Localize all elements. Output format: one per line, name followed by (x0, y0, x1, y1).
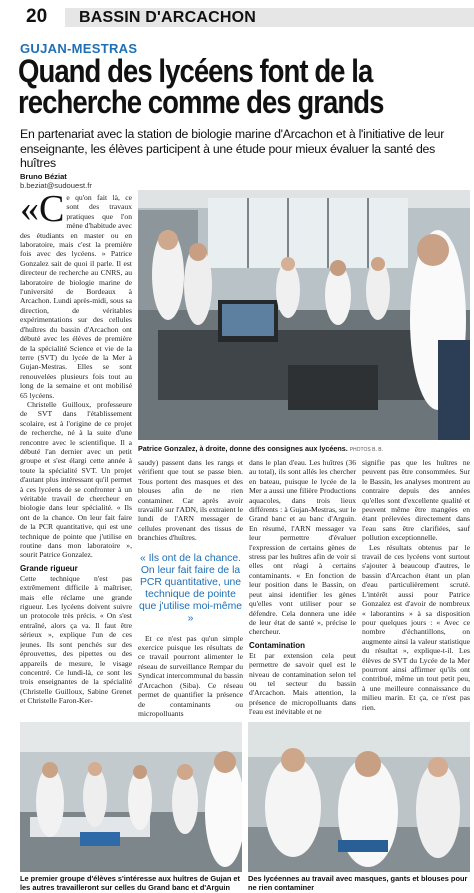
col4-paragraph-1: signifie pas que les huîtres ne peuvent pas être consommées. Sur le Bassin, les analyses montrent au contraire depuis des années qu'elles sont d'excellente qualité et peuvent même être mangées en étant prélevées directement dans l'eau sans être clarifiées, sauf pollution exceptionnelle. (362, 458, 470, 543)
col2-paragraph-2: Et ce n'est pas qu'un simple exercice puisque les résultats de ce travail pourront alimenter le réseau de surveillance Rempar du Syndicat intercommunal du bassin d'Arcachon (Siba). Ce réseau permet de quantifier la présence de contaminants ou micropolluants (138, 633, 243, 718)
drop-cap: «C (20, 193, 65, 230)
column-3 (249, 458, 356, 720)
col3-paragraph-1: dans le plan d'eau. Les huîtres (36 au total), ils sont allés les chercher en bateau, puisque le lycée de la Mer a aussi une filière Productions aquacoles, dans trois lieux différents : à Gujan-Mestras, sur le Grand banc et au banc d'Arguin. En résumé, l'ARN messager va leur permettre d'évaluer l'expression de certains gènes de stress par les huîtres afin de voir si elles ont réagi à certains contaminants. « En fonction de leur position dans le Bassin, on peut ainsi identifier les gènes qu'elles vont utiliser pour se défendre. Cela donnera une idée de leur état de santé », précise le chercheur. (249, 458, 356, 637)
column-4 (362, 458, 470, 720)
col1-paragraph-3: Cette technique n'est pas extrêmement difficile à maîtriser, mais elle réclame une grande rigueur. Les lycéens doivent suivre un protocole très précis. « On s'est entraîné, alors ça va. Il faut être sérieux », explique l'un de ces jeunes. Ils sont penchés sur des éprouvettes, des pipettes ou des appareils de mesure, le visage concentré. Ce lundi-là, ce sont les trois enseignantes de la spécialité (Christelle Guilloux, Sabine Grenet et Christelle Faron-Ker- (20, 573, 132, 706)
headline-line-2: recherche comme des grands (18, 84, 384, 120)
bottom-right-caption: Des lycéennes au travail avec masques, gants et blouses pour ne rien contaminer (248, 874, 468, 892)
bottom-right-photo (248, 722, 470, 872)
students-lab-image (20, 722, 242, 872)
main-photo (138, 190, 470, 440)
main-caption-text: Patrice Gonzalez, à droite, donne des consignes aux lycéens. (138, 444, 348, 453)
headline (18, 53, 407, 120)
photo-credit: PHOTOS B. B. (349, 447, 383, 453)
page-header (26, 6, 474, 28)
page-number: 20 (26, 6, 48, 27)
headline-line-1: Quand des lycéens font de la (18, 53, 373, 89)
col2-paragraph-1: saudy) passent dans les rangs et vérifient que tout se passe bien. Tous portent des masques et des blouses afin de ne rien contaminer. Car après avoir travaillé sur l'ADN, ils extraient le lundi de l'ARN messager de cellules provenant des tissus de branchies d'huîtres. (138, 458, 243, 543)
subheading-contamination: Contamination (249, 640, 305, 650)
lead: En partenariat avec la station de biologie marine d'Arcachon et à l'initiative de leur enseignante, les élèves participent à une étude pour mieux évaluer la santé des huîtres (20, 127, 445, 171)
pull-quote: « Ils ont de la chance. On leur fait faire de la PCR quantitative, une technique de pointe que j'utilise moi-même » (138, 552, 243, 624)
subheading-grande-rigueur: Grande rigueur (20, 563, 78, 573)
section-bar (65, 8, 474, 27)
col4-paragraph-2: Les résultats obtenus par le travail de ces lycéens vont surtout s'ajouter à beaucoup d'autres, le bassin d'Arcachon étant un plan d'eau particulièrement scruté. L'intérêt aussi pour Patrice Gonzalez est d'avoir de nombreux « laborantins » à sa disposition pour quelques jours : « Avec ce nombre d'échantillons, on augmente ainsi la valeur statistique du résultat », explique-t-il. Les élèves de SVT du Lycée de la Mer pourront ainsi affirmer qu'ils ont contribué, même un tout petit peu, à une meilleure connaissance du milieu marin. Et ça, ce n'est pas rien. (362, 542, 470, 712)
bottom-left-caption: Le premier groupe d'élèves s'intéresse aux huîtres de Gujan et les autres travailleront sur celles du Grand banc et d'Arguin (20, 874, 240, 892)
column-2 (138, 458, 243, 720)
author: Bruno Béziat (20, 172, 67, 181)
col1-paragraph-2: Christelle Guilloux, professeure de SVT dans l'établissement scolaire, est à l'origine de ce projet de recherche, né à la suite d'une rencontre avec le scientifique. Il a débuté l'an dernier avec un petit groupe et s'est élargi cette année à toute la spécialité SVT. Un projet d'autant plus intéressant qu'il permet à ces lycéens de se confronter à un véritable travail de chercheur en biologie dans leur spécialité. « Ils ont de la chance. On leur fait faire de la PCR quantitative, qui est une technique de pointe que j'utilise en routine dans mon laboratoire », sourit Patrice Gonzalez. (20, 399, 132, 560)
lab-scene-image (138, 190, 470, 440)
column-1 (20, 193, 132, 719)
section-title: BASSIN D'ARCACHON (79, 9, 256, 26)
students-masks-image (248, 722, 470, 872)
col3-paragraph-2: Et par extension cela peut permettre de savoir quel est le niveau de contamination selon tel ou tel secteur du bassin d'Arcachon. Mais attention, la présence de micropolluants dans l'eau est inévitable et ne (249, 650, 356, 717)
main-photo-caption (138, 444, 472, 455)
bottom-left-photo (20, 722, 242, 872)
kicker: GUJAN-MESTRAS (20, 41, 138, 56)
author-email: b.beziat@sudouest.fr (20, 181, 92, 190)
col1-paragraph-1: e qu'on fait là, ce sont des travaux pratiques que l'on mène d'habitude avec des étudiants en master ou en laboratoire, mais c'est la première fois avec des lycéens. » Patrice Gonzalez sait de quoi il parle. Il est directeur de recherche au CNRS, au laboratoire de biologie marine de l'université de Bordeaux à Arcachon. Lundi après-midi, sous sa direction, de véritables expérimentations sur des cellules d'huîtres du bassin d'Arcachon ont débuté avec les élèves de première de la spécialité Science et vie de la terre (SVT) du lycée de la Mer à Gujan-Mestras. Elles se sont renouvelées plusieurs fois tout au long de la semaine et ont mobilisé 65 lycéens. (20, 193, 132, 400)
